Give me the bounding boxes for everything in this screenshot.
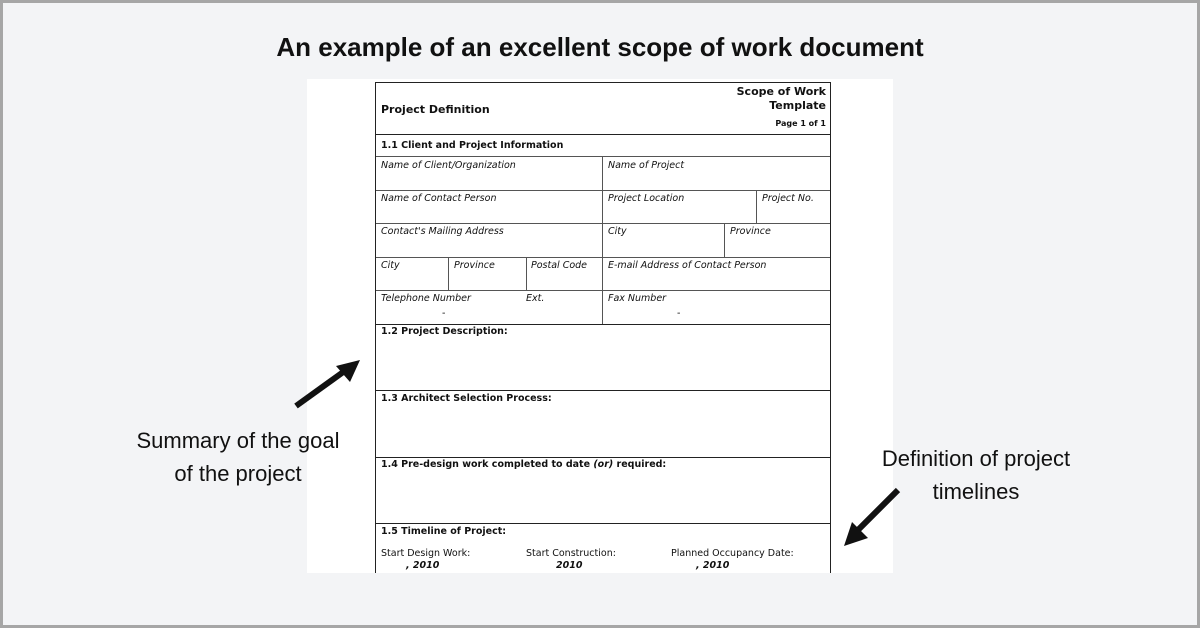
scope-of-work-form [375,82,831,573]
section-1-5-heading: 1.5 Timeline of Project: [381,526,507,537]
divider [376,134,830,135]
headline: An example of an excellent scope of work document [276,32,924,62]
right-annotation-line2: timelines [932,479,1020,504]
province-label-right: Province [730,226,771,237]
arrow-up-right-icon [290,360,370,420]
postal-code-label: Postal Code [531,260,588,271]
divider [376,457,830,458]
divider [448,257,449,290]
divider [376,156,830,157]
mailing-address-label: Contact's Mailing Address [381,226,504,237]
start-design-value: , 2010 [406,560,440,571]
project-no-label: Project No. [762,193,814,204]
start-construction-label: Start Construction: [526,548,616,559]
start-construction-value: 2010 [556,560,583,571]
divider [756,190,757,223]
city-label: City [381,260,400,271]
fax-dash: - [677,308,681,319]
document-preview [307,79,893,573]
ext-label: Ext. [526,293,545,304]
divider [376,257,830,258]
right-annotation-line1: Definition of project [881,446,1071,471]
divider [526,257,527,290]
telephone-dash: - [442,308,446,319]
doc-title-line2: Template [769,99,826,112]
section-1-3-heading: 1.3 Architect Selection Process: [381,393,552,404]
divider [376,223,830,224]
divider [724,223,725,257]
divider [376,290,830,291]
occupancy-label: Planned Occupancy Date: [671,548,794,559]
divider [376,324,830,325]
section-1-2-heading: 1.2 Project Description: [381,326,508,337]
divider [376,523,830,524]
project-location-label: Project Location [608,193,685,204]
province-label: Province [454,260,495,271]
city-label-right: City [608,226,627,237]
doc-title-line1: Scope of Work [736,85,826,98]
contact-person-label: Name of Contact Person [381,193,497,204]
section-1-4-text-b: required: [613,459,667,470]
start-design-label: Start Design Work: [381,548,471,559]
email-label: E-mail Address of Contact Person [608,260,767,271]
divider [376,190,830,191]
divider [376,390,830,391]
section-1-1-heading: 1.1 Client and Project Information [381,140,564,151]
fax-label: Fax Number [608,293,667,304]
divider [602,156,603,324]
left-annotation-line1: Summary of the goal [136,428,340,453]
section-1-4-text-a: 1.4 Pre-design work completed to date [381,459,594,470]
telephone-label: Telephone Number [381,293,471,304]
arrow-down-left-icon [842,484,912,554]
page-number: Page 1 of 1 [775,119,826,128]
project-name-label: Name of Project [608,160,685,171]
form-title: Project Definition [381,103,490,116]
left-annotation-line2: of the project [174,461,302,486]
left-annotation [108,424,368,490]
section-1-4-or: (or) [593,459,614,470]
occupancy-value: , 2010 [696,560,730,571]
section-1-4-heading [381,459,666,470]
client-name-label: Name of Client/Organization [381,160,516,171]
